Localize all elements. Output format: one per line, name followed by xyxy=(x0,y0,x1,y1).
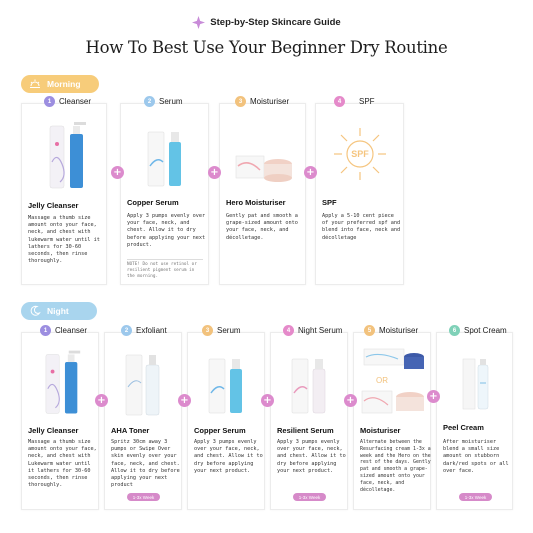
plus-connector-icon: + xyxy=(95,394,108,407)
product-name: Resilient Serum xyxy=(277,426,334,435)
product-name: Jelly Cleanser xyxy=(28,426,79,435)
instruction-text: After moisturiser blend a small size amount on stubborn dark/red spots or all over face. xyxy=(443,439,509,474)
night-step-cleanser xyxy=(21,326,99,510)
morning-section-label xyxy=(21,75,99,93)
night-step-exfoliant xyxy=(104,326,182,510)
step-number-badge: 1 xyxy=(44,96,55,107)
step-number-badge: 2 xyxy=(144,96,155,107)
step-number-badge: 3 xyxy=(235,96,246,107)
note-text: NOTE! Do not use retinol or resilient pigment serum in the morning. xyxy=(127,259,203,279)
product-name: Copper Serum xyxy=(194,426,246,435)
serum-bottle-icon xyxy=(208,353,246,415)
night-section-label xyxy=(21,302,97,320)
toner-bottle-icon xyxy=(125,351,163,417)
step-number-badge: 4 xyxy=(283,325,294,336)
frequency-badge: 1-3x Week xyxy=(293,493,326,501)
morning-label: Morning xyxy=(47,79,81,89)
page-title: How To Best Use Your Beginner Dry Routine xyxy=(85,38,448,57)
step-number-badge: 5 xyxy=(364,325,375,336)
step-title: SPF xyxy=(359,97,375,106)
serum-bottle-icon xyxy=(147,126,185,188)
night-step-night-serum xyxy=(270,326,348,510)
guide-header xyxy=(0,16,533,29)
instruction-text: Apply a 5-10 cent piece of your preferred spf and blend into face, neck and décolletage xyxy=(322,213,401,241)
plus-connector-icon: + xyxy=(178,394,191,407)
step-title: Moisturiser xyxy=(379,326,419,335)
step-title: Spot Cream xyxy=(464,326,507,335)
step-number-badge: 3 xyxy=(202,325,213,336)
step-number-badge: 2 xyxy=(121,325,132,336)
product-name: Jelly Cleanser xyxy=(28,201,79,210)
product-name: Hero Moisturiser xyxy=(226,198,286,207)
instruction-text: Apply 3 pumps evenly over your face, neck, and chest. Allow it to dry before applying your next product. xyxy=(127,213,206,248)
plus-connector-icon: + xyxy=(304,166,317,179)
plus-connector-icon: + xyxy=(208,166,221,179)
morning-step-moisturiser xyxy=(219,97,306,285)
step-title: Cleanser xyxy=(59,97,92,106)
product-name: Copper Serum xyxy=(127,198,179,207)
instruction-text: Spritz 30cm away 3 pumps or Swipe Over skin evenly over your face, neck, and chest. Allow it to dry before applying your next product xyxy=(111,439,180,489)
pump-bottle-icon xyxy=(48,122,90,190)
morning-step-cleanser xyxy=(21,97,107,285)
serum-bottle-icon xyxy=(291,353,329,415)
guide-subtitle: Step-by-Step Skincare Guide xyxy=(210,17,341,28)
cream-jar-icon xyxy=(234,150,294,184)
instruction-text: Alternate between the Resurfacing cream 1-3x a week and the Hero on the rest of the days. Gently pat and smooth a grape-sized amount onto your face, neck, and décolletage. xyxy=(360,439,431,493)
plus-connector-icon: + xyxy=(427,390,440,403)
plus-connector-icon: + xyxy=(111,166,124,179)
night-label: Night xyxy=(47,306,69,316)
product-name: Peel Cream xyxy=(443,423,484,432)
step-title: Serum xyxy=(217,326,241,335)
frequency-badge: 1-3x Week xyxy=(459,493,492,501)
cream-jar-icon xyxy=(358,345,428,417)
step-title: Night Serum xyxy=(298,326,343,335)
spf-icon-label: SPF xyxy=(351,149,369,159)
sparkle-icon xyxy=(192,16,205,29)
step-title: Moisturiser xyxy=(250,97,290,106)
sun-spf-icon xyxy=(332,126,388,182)
product-name: AHA Toner xyxy=(111,426,150,435)
product-name: Moisturiser xyxy=(360,426,401,435)
step-number-badge: 6 xyxy=(449,325,460,336)
step-title: Exfoliant xyxy=(136,326,167,335)
frequency-badge: 1-3x Week xyxy=(127,493,160,501)
pump-bottle-icon xyxy=(44,349,84,417)
instruction-text: Apply 3 pumps evenly over your face, neck, and chest. Allow it to dry before applying your next product. xyxy=(277,439,346,474)
instruction-text: Massage a thumb size amount onto your face, neck, and chest with lukewarm water until it lathers for 30-60 seconds, then rinse thoroughly. xyxy=(28,215,100,265)
plus-connector-icon: + xyxy=(261,394,274,407)
product-name: SPF xyxy=(322,198,337,207)
or-divider-text: OR xyxy=(376,376,388,385)
night-step-spot-cream xyxy=(436,326,513,510)
instruction-text: Gently pat and smooth a grape-sized amount onto your face, neck, and décolletage. xyxy=(226,213,298,241)
morning-step-serum xyxy=(120,97,209,285)
morning-step-spf xyxy=(315,97,404,285)
instruction-text: Massage a thumb size amount onto your face, neck, and chest with Lukewarm water until it lathers for 30-60 seconds, then rinse thoroughly. xyxy=(28,439,97,489)
tube-icon xyxy=(461,355,491,411)
step-number-badge: 4 xyxy=(334,96,345,107)
step-title: Cleanser xyxy=(55,326,88,335)
moon-icon xyxy=(29,305,41,317)
plus-connector-icon: + xyxy=(344,394,357,407)
step-number-badge: 1 xyxy=(40,325,51,336)
instruction-text: Apply 3 pumps evenly over your face, neck, and chest. Allow it to dry before applying your next product. xyxy=(194,439,263,474)
night-step-serum xyxy=(187,326,265,510)
night-step-moisturiser xyxy=(353,326,431,510)
step-title: Serum xyxy=(159,97,183,106)
sunrise-icon xyxy=(29,78,41,90)
